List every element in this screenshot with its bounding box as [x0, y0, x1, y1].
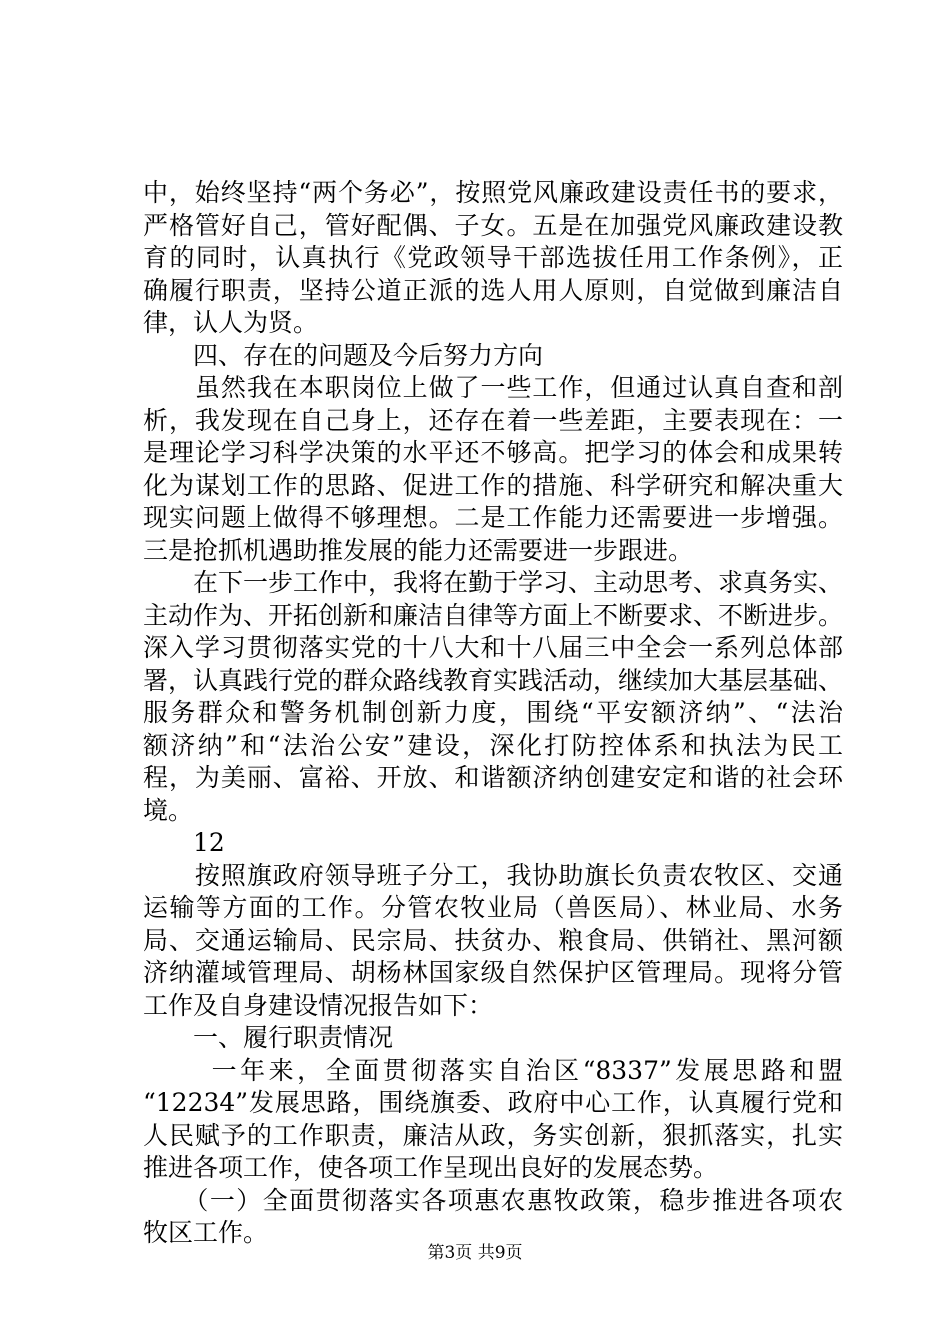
page-number-footer: 第3页 共9页: [427, 1243, 523, 1263]
section-heading: 四、存在的问题及今后努力方向: [143, 341, 544, 370]
text-line: 在下一步工作中，我将在勤于学习、主动思考、求真务实、: [143, 568, 844, 597]
text-line: 额济纳”和“法治公安”建设，深化打防控体系和执法为民工: [143, 731, 843, 760]
text-line: 中，始终坚持“两个务必”，按照党风廉政建设责任书的要求，: [143, 178, 843, 207]
text-line: 确履行职责，坚持公道正派的选人用人原则，自觉做到廉洁自: [143, 276, 843, 305]
text-line: 析，我发现在自己身上，还存在着一些差距，主要表现在：一: [143, 406, 843, 435]
text-line: 严格管好自己，管好配偶、子女。五是在加强党风廉政建设教: [143, 211, 843, 240]
section-number: 12: [143, 828, 225, 857]
text-line: 推进各项工作，使各项工作呈现出良好的发展态势。: [143, 1153, 719, 1182]
text-line: 济纳灌域管理局、胡杨林国家级自然保护区管理局。现将分管: [143, 958, 843, 987]
text-line: 境。: [143, 796, 194, 825]
text-line: 署，认真践行党的群众路线教育实践活动，继续加大基层基础、: [143, 666, 844, 695]
text-line: 程，为美丽、富裕、开放、和谐额济纳创建安定和谐的社会环: [143, 763, 843, 792]
text-line: 人民赋予的工作职责，廉洁从政，务实创新，狠抓落实，扎实: [143, 1121, 843, 1150]
text-line: 工作及自身建设情况报告如下：: [143, 991, 494, 1020]
text-line: 服务群众和警务机制创新力度，围绕“平安额济纳”、“法治: [143, 698, 843, 727]
text-line: 是理论学习科学决策的水平还不够高。把学习的体会和成果转: [143, 438, 843, 467]
text-line: 局、交通运输局、民宗局、扶贫办、粮食局、供销社、黑河额: [143, 926, 843, 955]
text-line: 运输等方面的工作。分管农牧业局（兽医局）、林业局、水务: [143, 893, 843, 922]
text-line: 主动作为、开拓创新和廉洁自律等方面上不断要求、不断进步。: [143, 601, 844, 630]
text-line: 育的同时，认真执行《党政领导干部选拔任用工作条例》，正: [143, 243, 843, 272]
text-line: 一年来，全面贯彻落实自治区“8337”发展思路和盟: [143, 1056, 843, 1085]
text-line: 现实问题上做得不够理想。二是工作能力还需要进一步增强。: [143, 503, 843, 532]
text-line: 化为谋划工作的思路、促进工作的措施、科学研究和解决重大: [143, 471, 843, 500]
text-line: “12234”发展思路，围绕旗委、政府中心工作，认真履行党和: [143, 1088, 843, 1117]
text-line: 三是抢抓机遇助推发展的能力还需要进一步跟进。: [143, 536, 694, 565]
text-line: 深入学习贯彻落实党的十八大和十八届三中全会一系列总体部: [143, 633, 843, 662]
text-line: 按照旗政府领导班子分工，我协助旗长负责农牧区、交通: [143, 861, 843, 890]
text-line: 牧区工作。: [143, 1218, 269, 1247]
section-heading: 一、履行职责情况: [143, 1023, 394, 1052]
text-line: （一）全面贯彻落实各项惠农惠牧政策，稳步推进各项农: [143, 1186, 843, 1215]
text-line: 虽然我在本职岗位上做了一些工作，但通过认真自查和剖: [143, 373, 843, 402]
text-line: 律，认人为贤。: [143, 308, 319, 337]
